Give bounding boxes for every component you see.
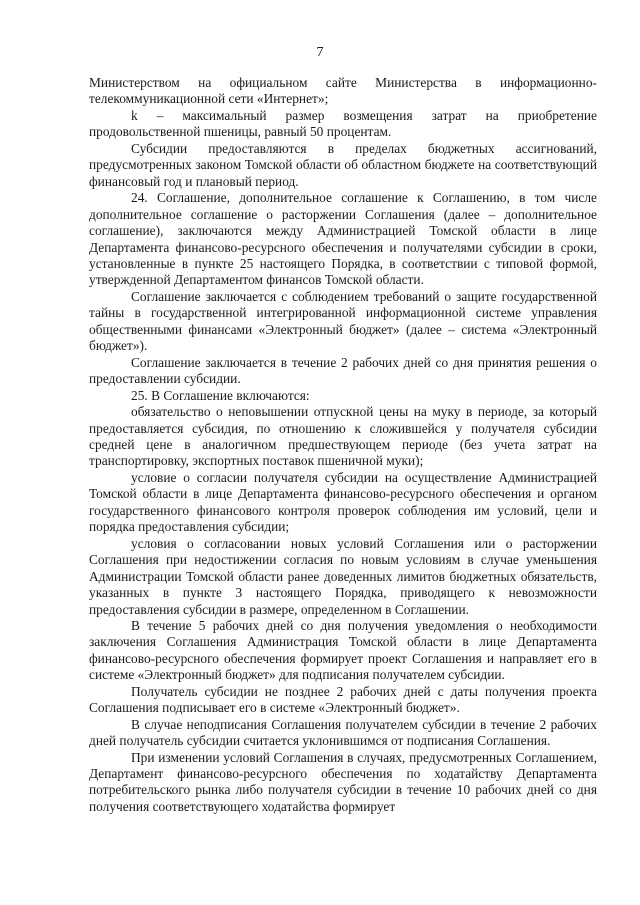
paragraph: k – максимальный размер возмещения затрат на приобретение продовольственной пшеницы, равный 50 процентам. xyxy=(89,107,597,140)
paragraph: При изменении условий Соглашения в случаях, предусмотренных Соглашением, Департамент финансово-ресурсного обеспечения по ходатайству Департамента потребительского рынка либо получателя субсидии в течение 10 рабочих дней со дня получения соответствующего ходатайства формирует xyxy=(89,749,597,814)
paragraph: Субсидии предоставляются в пределах бюджетных ассигнований, предусмотренных законом Томской области об областном бюджете на соответствующий финансовый год и плановый период. xyxy=(89,140,597,189)
paragraph: условие о согласии получателя субсидии на осуществление Администрацией Томской области в лице Департамента финансово-ресурсного обеспечения и органом государственного финансового контроля проверок соблюдения им условий, цели и порядка предоставления субсидии; xyxy=(89,469,597,535)
paragraph: В случае неподписания Соглашения получателем субсидии в течение 2 рабочих дней получатель субсидии считается уклонившимся от подписания Соглашения. xyxy=(89,716,597,749)
page-number: 7 xyxy=(316,45,324,60)
paragraph: Министерством на официальном сайте Министерства в информационно-телекоммуникационной сети «Интернет»; xyxy=(89,75,597,107)
paragraph: 24. Соглашение, дополнительное соглашение к Соглашению, в том числе дополнительное соглашение о расторжении Соглашения (далее – дополнительное соглашение), заключаются между Администрацией Томской области в лице Департамента финансово-ресурсного обеспечения и получателями субсидии в сроки, установленные в пункте 25 настоящего Порядка, в соответствии с типовой формой, утвержденной Департаментом финансов Томской области. xyxy=(89,190,597,288)
paragraph: обязательство о неповышении отпускной цены на муку в периоде, за который предоставляется субсидия, по отношению к сложившейся у получателя субсидии средней цене в аналогичном предшествующем периоде (без учета затрат на транспортировку, экспортных поставок пшеничной муки); xyxy=(89,404,597,469)
paragraph: Получатель субсидии не позднее 2 рабочих дней с даты получения проекта Соглашения подписывает его в системе «Электронный бюджет». xyxy=(89,683,597,716)
paragraph: Соглашение заключается в течение 2 рабочих дней со дня принятия решения о предоставлении субсидии. xyxy=(89,354,597,387)
paragraph: Соглашение заключается с соблюдением требований о защите государственной тайны в государственной интегрированной информационной системе управления общественными финансами «Электронный бюджет» (далее – система «Электронный бюджет»). xyxy=(89,288,597,354)
paragraph: В течение 5 рабочих дней со дня получения уведомления о необходимости заключения Соглашения Администрация Томской области в лице Департамента финансово-ресурсного обеспечения формирует проект Соглашения и направляет его в системе «Электронный бюджет» для подписания получателем субсидии. xyxy=(89,617,597,683)
paragraph: условия о согласовании новых условий Соглашения или о расторжении Соглашения при недостижении согласия по новым условиям в случае уменьшения Администрации Томской области ранее доведенных лимитов бюджетных обязательств, указанных в пункте 3 настоящего Порядка, приводящего к невозможности предоставления субсидии в размере, определенном в Соглашении. xyxy=(89,535,597,617)
paragraph: 25. В Соглашение включаются: xyxy=(131,387,310,403)
document-body xyxy=(89,75,597,815)
